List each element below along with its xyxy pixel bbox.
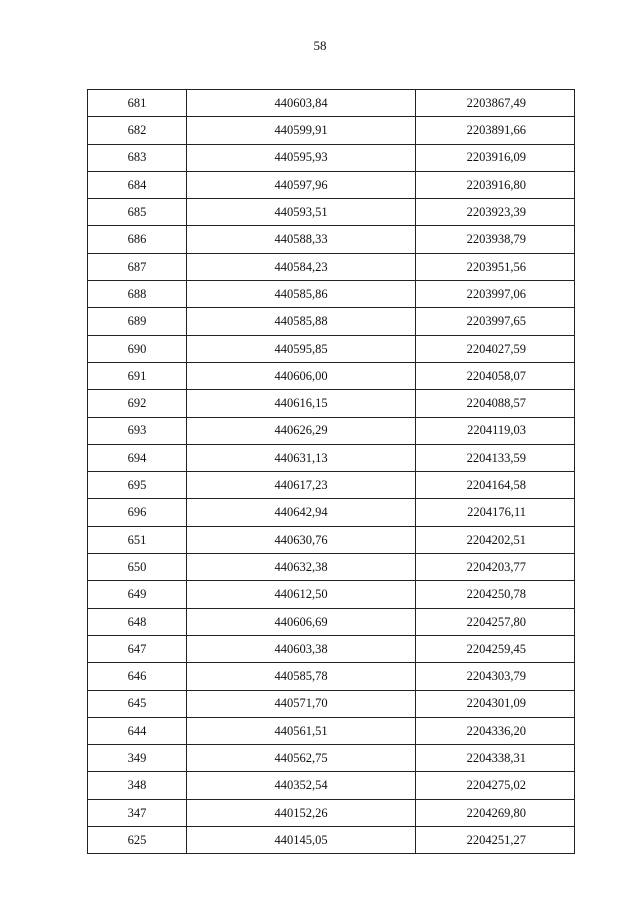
point-number-cell: 349	[88, 745, 187, 772]
x-coordinate-cell: 440145,05	[187, 827, 416, 854]
table-row	[88, 144, 575, 171]
x-coordinate-cell: 440616,15	[187, 390, 416, 417]
x-coordinate-cell: 440585,86	[187, 281, 416, 308]
point-number-cell: 692	[88, 390, 187, 417]
y-coordinate-cell: 2204259,45	[416, 635, 575, 662]
y-coordinate-cell: 2204257,80	[416, 608, 575, 635]
point-number-cell: 645	[88, 690, 187, 717]
x-coordinate-cell: 440632,38	[187, 554, 416, 581]
x-coordinate-cell: 440626,29	[187, 417, 416, 444]
table-row	[88, 772, 575, 799]
x-coordinate-cell: 440593,51	[187, 199, 416, 226]
x-coordinate-cell: 440152,26	[187, 799, 416, 826]
y-coordinate-cell: 2203997,06	[416, 281, 575, 308]
table-row	[88, 526, 575, 553]
y-coordinate-cell: 2204088,57	[416, 390, 575, 417]
table-row	[88, 663, 575, 690]
y-coordinate-cell: 2204203,77	[416, 554, 575, 581]
x-coordinate-cell: 440584,23	[187, 253, 416, 280]
point-number-cell: 691	[88, 362, 187, 389]
table-row	[88, 608, 575, 635]
table-row	[88, 335, 575, 362]
point-number-cell: 648	[88, 608, 187, 635]
y-coordinate-cell: 2204251,27	[416, 827, 575, 854]
point-number-cell: 682	[88, 117, 187, 144]
x-coordinate-cell: 440631,13	[187, 444, 416, 471]
x-coordinate-cell: 440561,51	[187, 717, 416, 744]
y-coordinate-cell: 2203891,66	[416, 117, 575, 144]
table-row	[88, 472, 575, 499]
y-coordinate-cell: 2203867,49	[416, 90, 575, 117]
y-coordinate-cell: 2204275,02	[416, 772, 575, 799]
coordinates-table	[87, 89, 575, 854]
x-coordinate-cell: 440617,23	[187, 472, 416, 499]
y-coordinate-cell: 2203923,39	[416, 199, 575, 226]
y-coordinate-cell: 2204338,31	[416, 745, 575, 772]
x-coordinate-cell: 440606,69	[187, 608, 416, 635]
x-coordinate-cell: 440599,91	[187, 117, 416, 144]
table-row	[88, 690, 575, 717]
table-row	[88, 281, 575, 308]
y-coordinate-cell: 2204250,78	[416, 581, 575, 608]
point-number-cell: 687	[88, 253, 187, 280]
page-number: 58	[313, 38, 327, 53]
x-coordinate-cell: 440606,00	[187, 362, 416, 389]
point-number-cell: 694	[88, 444, 187, 471]
table-row	[88, 554, 575, 581]
x-coordinate-cell: 440595,93	[187, 144, 416, 171]
table-row	[88, 827, 575, 854]
x-coordinate-cell: 440562,75	[187, 745, 416, 772]
x-coordinate-cell: 440588,33	[187, 226, 416, 253]
x-coordinate-cell: 440597,96	[187, 171, 416, 198]
y-coordinate-cell: 2204027,59	[416, 335, 575, 362]
table-row	[88, 799, 575, 826]
y-coordinate-cell: 2204119,03	[416, 417, 575, 444]
table-row	[88, 90, 575, 117]
table-row	[88, 226, 575, 253]
point-number-cell: 684	[88, 171, 187, 198]
table-row	[88, 390, 575, 417]
point-number-cell: 690	[88, 335, 187, 362]
x-coordinate-cell: 440585,78	[187, 663, 416, 690]
point-number-cell: 651	[88, 526, 187, 553]
point-number-cell: 688	[88, 281, 187, 308]
point-number-cell: 683	[88, 144, 187, 171]
point-number-cell: 347	[88, 799, 187, 826]
y-coordinate-cell: 2203916,80	[416, 171, 575, 198]
x-coordinate-cell: 440630,76	[187, 526, 416, 553]
point-number-cell: 644	[88, 717, 187, 744]
table-row	[88, 444, 575, 471]
point-number-cell: 650	[88, 554, 187, 581]
table-row	[88, 253, 575, 280]
point-number-cell: 649	[88, 581, 187, 608]
x-coordinate-cell: 440352,54	[187, 772, 416, 799]
x-coordinate-cell: 440585,88	[187, 308, 416, 335]
table-row	[88, 499, 575, 526]
table-row	[88, 362, 575, 389]
coordinates-table-body	[88, 90, 575, 854]
x-coordinate-cell: 440642,94	[187, 499, 416, 526]
y-coordinate-cell: 2204133,59	[416, 444, 575, 471]
x-coordinate-cell: 440603,84	[187, 90, 416, 117]
y-coordinate-cell: 2203938,79	[416, 226, 575, 253]
point-number-cell: 695	[88, 472, 187, 499]
table-row	[88, 199, 575, 226]
point-number-cell: 646	[88, 663, 187, 690]
point-number-cell: 625	[88, 827, 187, 854]
table-row	[88, 717, 575, 744]
point-number-cell: 696	[88, 499, 187, 526]
y-coordinate-cell: 2204269,80	[416, 799, 575, 826]
point-number-cell: 689	[88, 308, 187, 335]
y-coordinate-cell: 2204336,20	[416, 717, 575, 744]
x-coordinate-cell: 440603,38	[187, 635, 416, 662]
table-row	[88, 171, 575, 198]
y-coordinate-cell: 2204202,51	[416, 526, 575, 553]
x-coordinate-cell: 440595,85	[187, 335, 416, 362]
y-coordinate-cell: 2204164,58	[416, 472, 575, 499]
table-row	[88, 117, 575, 144]
y-coordinate-cell: 2204176,11	[416, 499, 575, 526]
y-coordinate-cell: 2204301,09	[416, 690, 575, 717]
y-coordinate-cell: 2204303,79	[416, 663, 575, 690]
point-number-cell: 685	[88, 199, 187, 226]
table-row	[88, 417, 575, 444]
point-number-cell: 686	[88, 226, 187, 253]
y-coordinate-cell: 2204058,07	[416, 362, 575, 389]
table-row	[88, 581, 575, 608]
point-number-cell: 681	[88, 90, 187, 117]
x-coordinate-cell: 440571,70	[187, 690, 416, 717]
y-coordinate-cell: 2203997,65	[416, 308, 575, 335]
table-row	[88, 635, 575, 662]
x-coordinate-cell: 440612,50	[187, 581, 416, 608]
point-number-cell: 647	[88, 635, 187, 662]
table-row	[88, 308, 575, 335]
y-coordinate-cell: 2203916,09	[416, 144, 575, 171]
point-number-cell: 348	[88, 772, 187, 799]
y-coordinate-cell: 2203951,56	[416, 253, 575, 280]
table-row	[88, 745, 575, 772]
point-number-cell: 693	[88, 417, 187, 444]
